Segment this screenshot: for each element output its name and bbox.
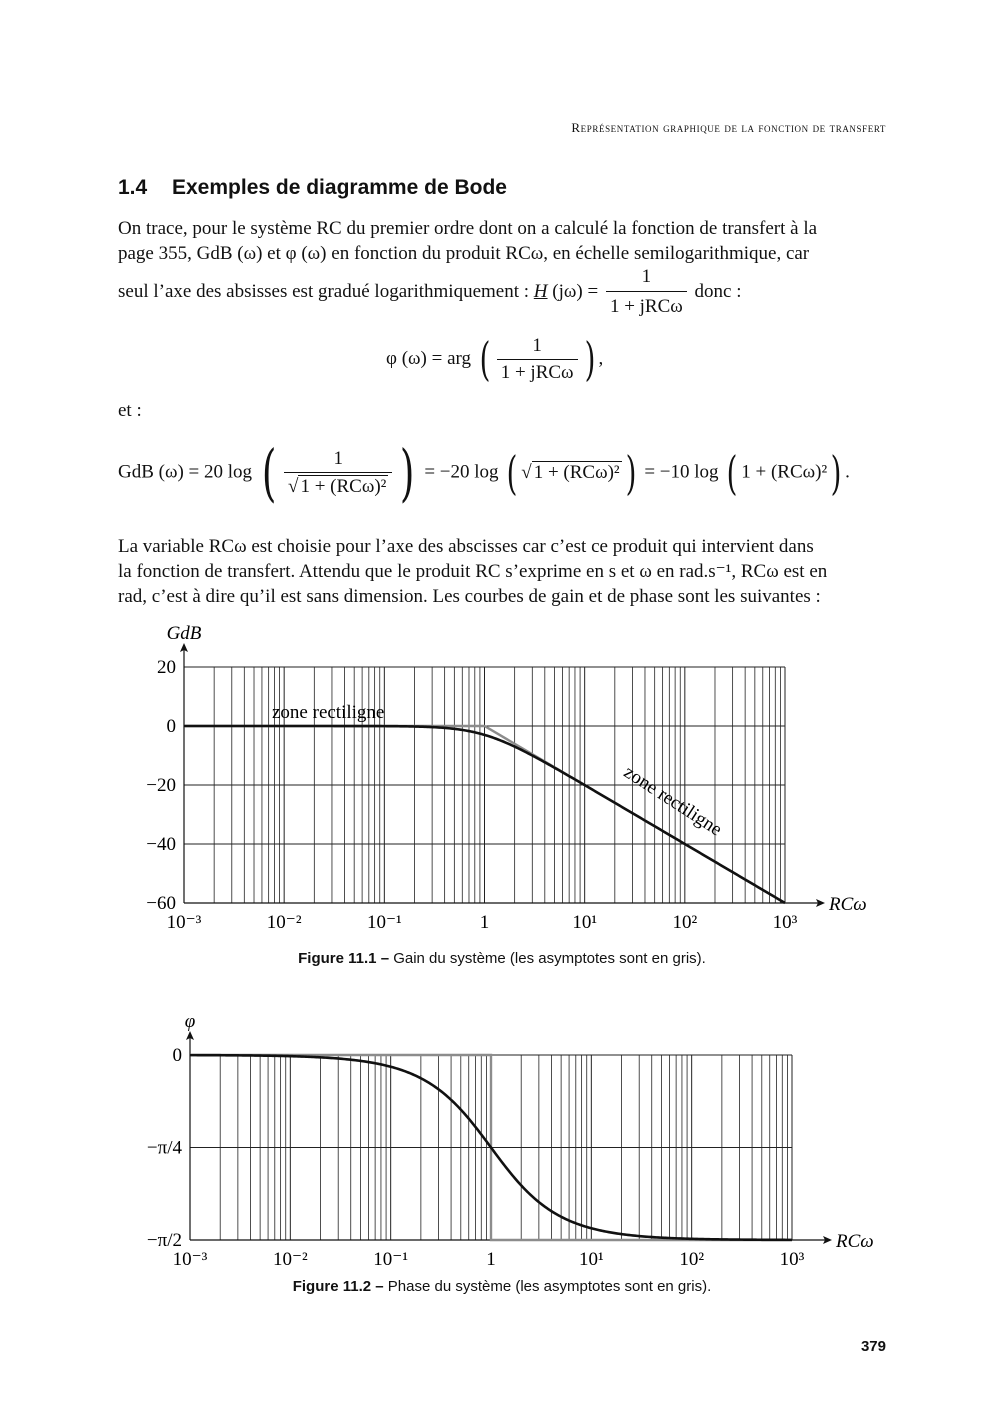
paren-right: ) xyxy=(400,436,415,509)
phase-chart xyxy=(0,1005,1004,1275)
figure-1-caption xyxy=(0,950,1004,967)
annotation-zone-rectiligne-left: zone rectiligne xyxy=(272,702,385,723)
x-tick-label: 10⁻³ xyxy=(166,912,202,933)
x-axis-label: RCω xyxy=(836,1231,874,1252)
fraction-denominator: 1 + jRCω xyxy=(609,296,683,317)
phase-numerator: 1 xyxy=(497,335,578,360)
x-tick-label: 10⁻¹ xyxy=(366,912,402,933)
section-number: 1.4 xyxy=(118,176,148,199)
transfer-fraction xyxy=(606,264,687,319)
paren-left: ( xyxy=(726,445,738,500)
equation-gain xyxy=(118,436,850,509)
paragraph-2-line-1: La variable RCω est choisie pour l’axe des abscisses car c’est ce produit qui intervient dans xyxy=(118,536,814,557)
mid-sqrt: √ 1 + (RCω)² xyxy=(521,462,620,483)
paragraph-1-line-2: page 355, GdB (ω) et φ (ω) en fonction du produit RCω, en échelle semilogarithmique, car xyxy=(118,243,810,264)
transfer-function-arg: (jω) = xyxy=(547,281,599,302)
gain-rhs: = −10 log xyxy=(644,461,719,483)
rhs-arg: 1 + (RCω)² xyxy=(741,461,828,483)
gain-chart xyxy=(0,615,1004,945)
figure-2-label: Figure 11.2 xyxy=(292,1278,372,1295)
x-tick-label: 10¹ xyxy=(572,912,598,933)
figure-2-caption xyxy=(0,1278,1004,1295)
paragraph-1-line-3 xyxy=(118,264,742,319)
y-axis-label: φ xyxy=(184,1011,196,1032)
y-tick-label: −60 xyxy=(146,893,176,914)
x-tick-label: 10⁻² xyxy=(266,912,302,933)
y-tick-label: −40 xyxy=(146,834,176,855)
y-tick-label: −20 xyxy=(146,775,176,796)
annotation-zone-rectiligne-right: zone rectiligne xyxy=(619,761,726,841)
gain-numerator: 1 xyxy=(284,448,392,473)
paren-left: ( xyxy=(506,445,518,500)
sqrt-radicand: 1 + (RCω)² xyxy=(300,475,387,497)
gain-lhs: GdB (ω) = 20 log xyxy=(118,461,253,483)
transfer-function-symbol: H xyxy=(533,281,548,302)
x-tick-label: 1 xyxy=(479,912,490,933)
x-axis-label: RCω xyxy=(829,894,867,915)
paren-left: ( xyxy=(261,436,277,509)
x-tick-label: 10⁻² xyxy=(272,1249,308,1270)
x-tick-label: 1 xyxy=(486,1249,496,1270)
running-header: Représentation graphique de la fonction de transfert xyxy=(571,120,886,135)
paren-left: ( xyxy=(479,332,491,386)
line3-tail: donc : xyxy=(694,281,742,302)
figure-2-dash: – xyxy=(375,1278,384,1295)
y-axis-label: GdB xyxy=(166,623,202,644)
x-tick-label: 10¹ xyxy=(578,1249,604,1270)
figure-1-text: Gain du système (les asymptotes sont en gris). xyxy=(393,950,706,967)
figure-1-label: Figure 11.1 xyxy=(298,950,377,967)
paren-right: ) xyxy=(584,332,595,386)
gain-mid: = −20 log xyxy=(424,461,499,483)
paragraph-2-line-2: la fonction de transfert. Attendu que le produit RC s’exprime en s et ω en rad.s⁻¹, RCω est en xyxy=(118,561,828,582)
gain-denominator: √ 1 + (RCω)² xyxy=(288,475,387,497)
paren-right: ) xyxy=(830,445,842,500)
section-title-text: Exemples de diagramme de Bode xyxy=(172,176,507,199)
x-tick-label: 10³ xyxy=(779,1249,805,1270)
et-label: et : xyxy=(118,400,142,421)
x-tick-label: 10³ xyxy=(772,912,798,933)
y-tick-label: −π/4 xyxy=(146,1137,182,1159)
paren-right: ) xyxy=(625,445,636,500)
y-tick-label: 20 xyxy=(157,657,176,678)
x-tick-label: 10² xyxy=(679,1249,705,1270)
fraction-numerator: 1 xyxy=(606,264,687,292)
sqrt-radicand: 1 + (RCω)² xyxy=(533,462,620,483)
phase-fraction xyxy=(497,335,578,384)
gain-fraction xyxy=(284,448,392,498)
x-tick-label: 10⁻¹ xyxy=(373,1249,409,1270)
x-tick-label: 10² xyxy=(672,912,698,933)
phase-denominator: 1 + jRCω xyxy=(500,361,574,383)
figure-1-dash: – xyxy=(380,950,390,967)
phase-lhs: φ (ω) = arg xyxy=(386,348,472,369)
paragraph-1-line-1: On trace, pour le système RC du premier ordre dont on a calculé la fonction de transfert à la xyxy=(118,218,818,239)
x-tick-label: 10⁻³ xyxy=(172,1249,208,1270)
line3-text: seul l’axe des absisses est gradué logarithmiquement : xyxy=(118,281,530,302)
y-tick-label: 0 xyxy=(166,716,176,737)
gain-end: . xyxy=(845,461,850,483)
y-tick-label: −π/2 xyxy=(146,1230,182,1251)
equation-phase xyxy=(386,332,603,386)
paragraph-2-line-3: rad, c’est à dire qu’il est sans dimension. Les courbes de gain et de phase sont les suivantes : xyxy=(118,586,821,607)
y-tick-label: 0 xyxy=(172,1045,182,1066)
page-number: 379 xyxy=(860,1338,886,1355)
section-title xyxy=(118,176,507,200)
figure-2-text: Phase du système (les asymptotes sont en gris). xyxy=(387,1278,712,1295)
phase-tail: , xyxy=(598,348,604,369)
